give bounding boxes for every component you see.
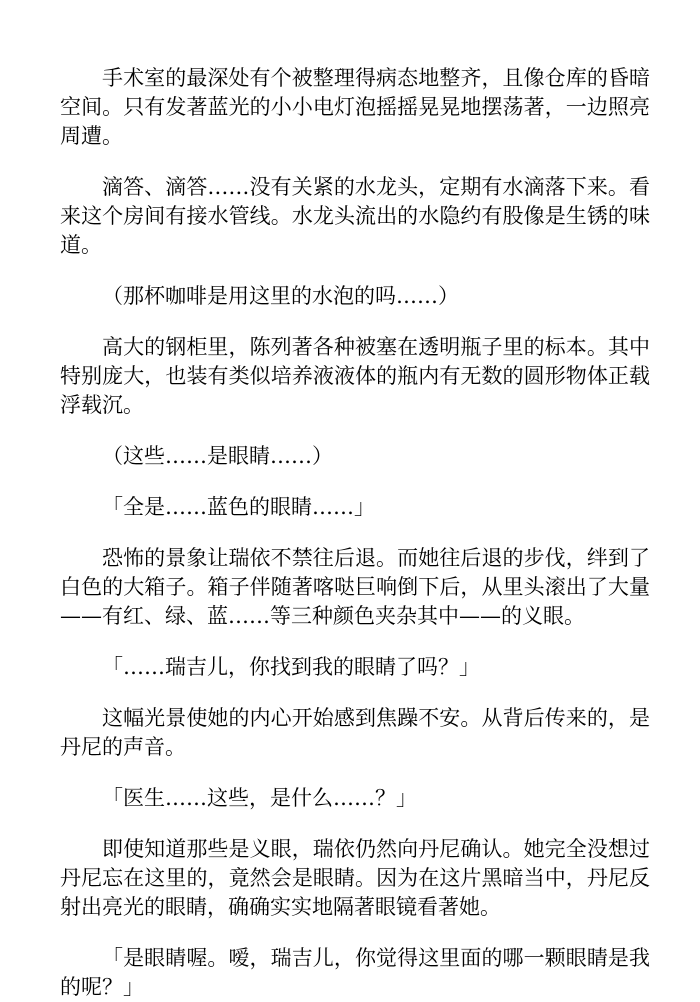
paragraph: （这些……是眼睛……） [102,444,333,468]
paragraph: 「全是……蓝色的眼睛……」 [102,495,375,519]
paragraph: （那杯咖啡是用这里的水泡的吗……） [102,284,459,308]
paragraph: 高大的钢柜里，陈列著各种被塞在透明瓶子里的标本。其中特别庞大，也装有类似培养液液体的瓶内有无数的圆形物体正载浮载沉。 [60,335,650,417]
paragraph: 「医生……这些，是什么……？」 [102,786,417,810]
paragraph: 「是眼睛喔。嗳，瑞吉儿，你觉得这里面的哪一颗眼睛是我的呢？」 [60,946,650,999]
paragraph: 手术室的最深处有个被整理得病态地整齐，且像仓库的昏暗空间。只有发著蓝光的小小电灯泡摇摇晃晃地摆荡著，一边照亮周遭。 [60,66,650,148]
paragraph: 滴答、滴答……没有关紧的水龙头，定期有水滴落下来。看来这个房间有接水管线。水龙头流出的水隐约有股像是生锈的味道。 [60,175,650,257]
paragraph: 即使知道那些是义眼，瑞依仍然向丹尼确认。她完全没想过丹尼忘在这里的，竟然会是眼睛。因为在这片黑暗当中，丹尼反射出亮光的眼睛，确确实实地隔著眼镜看著她。 [60,837,650,919]
paragraph: 「……瑞吉儿，你找到我的眼睛了吗？」 [102,655,480,679]
paragraph: 恐怖的景象让瑞依不禁往后退。而她往后退的步伐，绊到了白色的大箱子。箱子伴随著喀哒巨响倒下后，从里头滚出了大量——有红、绿、蓝……等三种颜色夹杂其中——的义眼。 [60,546,650,628]
paragraph: 这幅光景使她的内心开始感到焦躁不安。从背后传来的，是丹尼的声音。 [60,706,650,759]
